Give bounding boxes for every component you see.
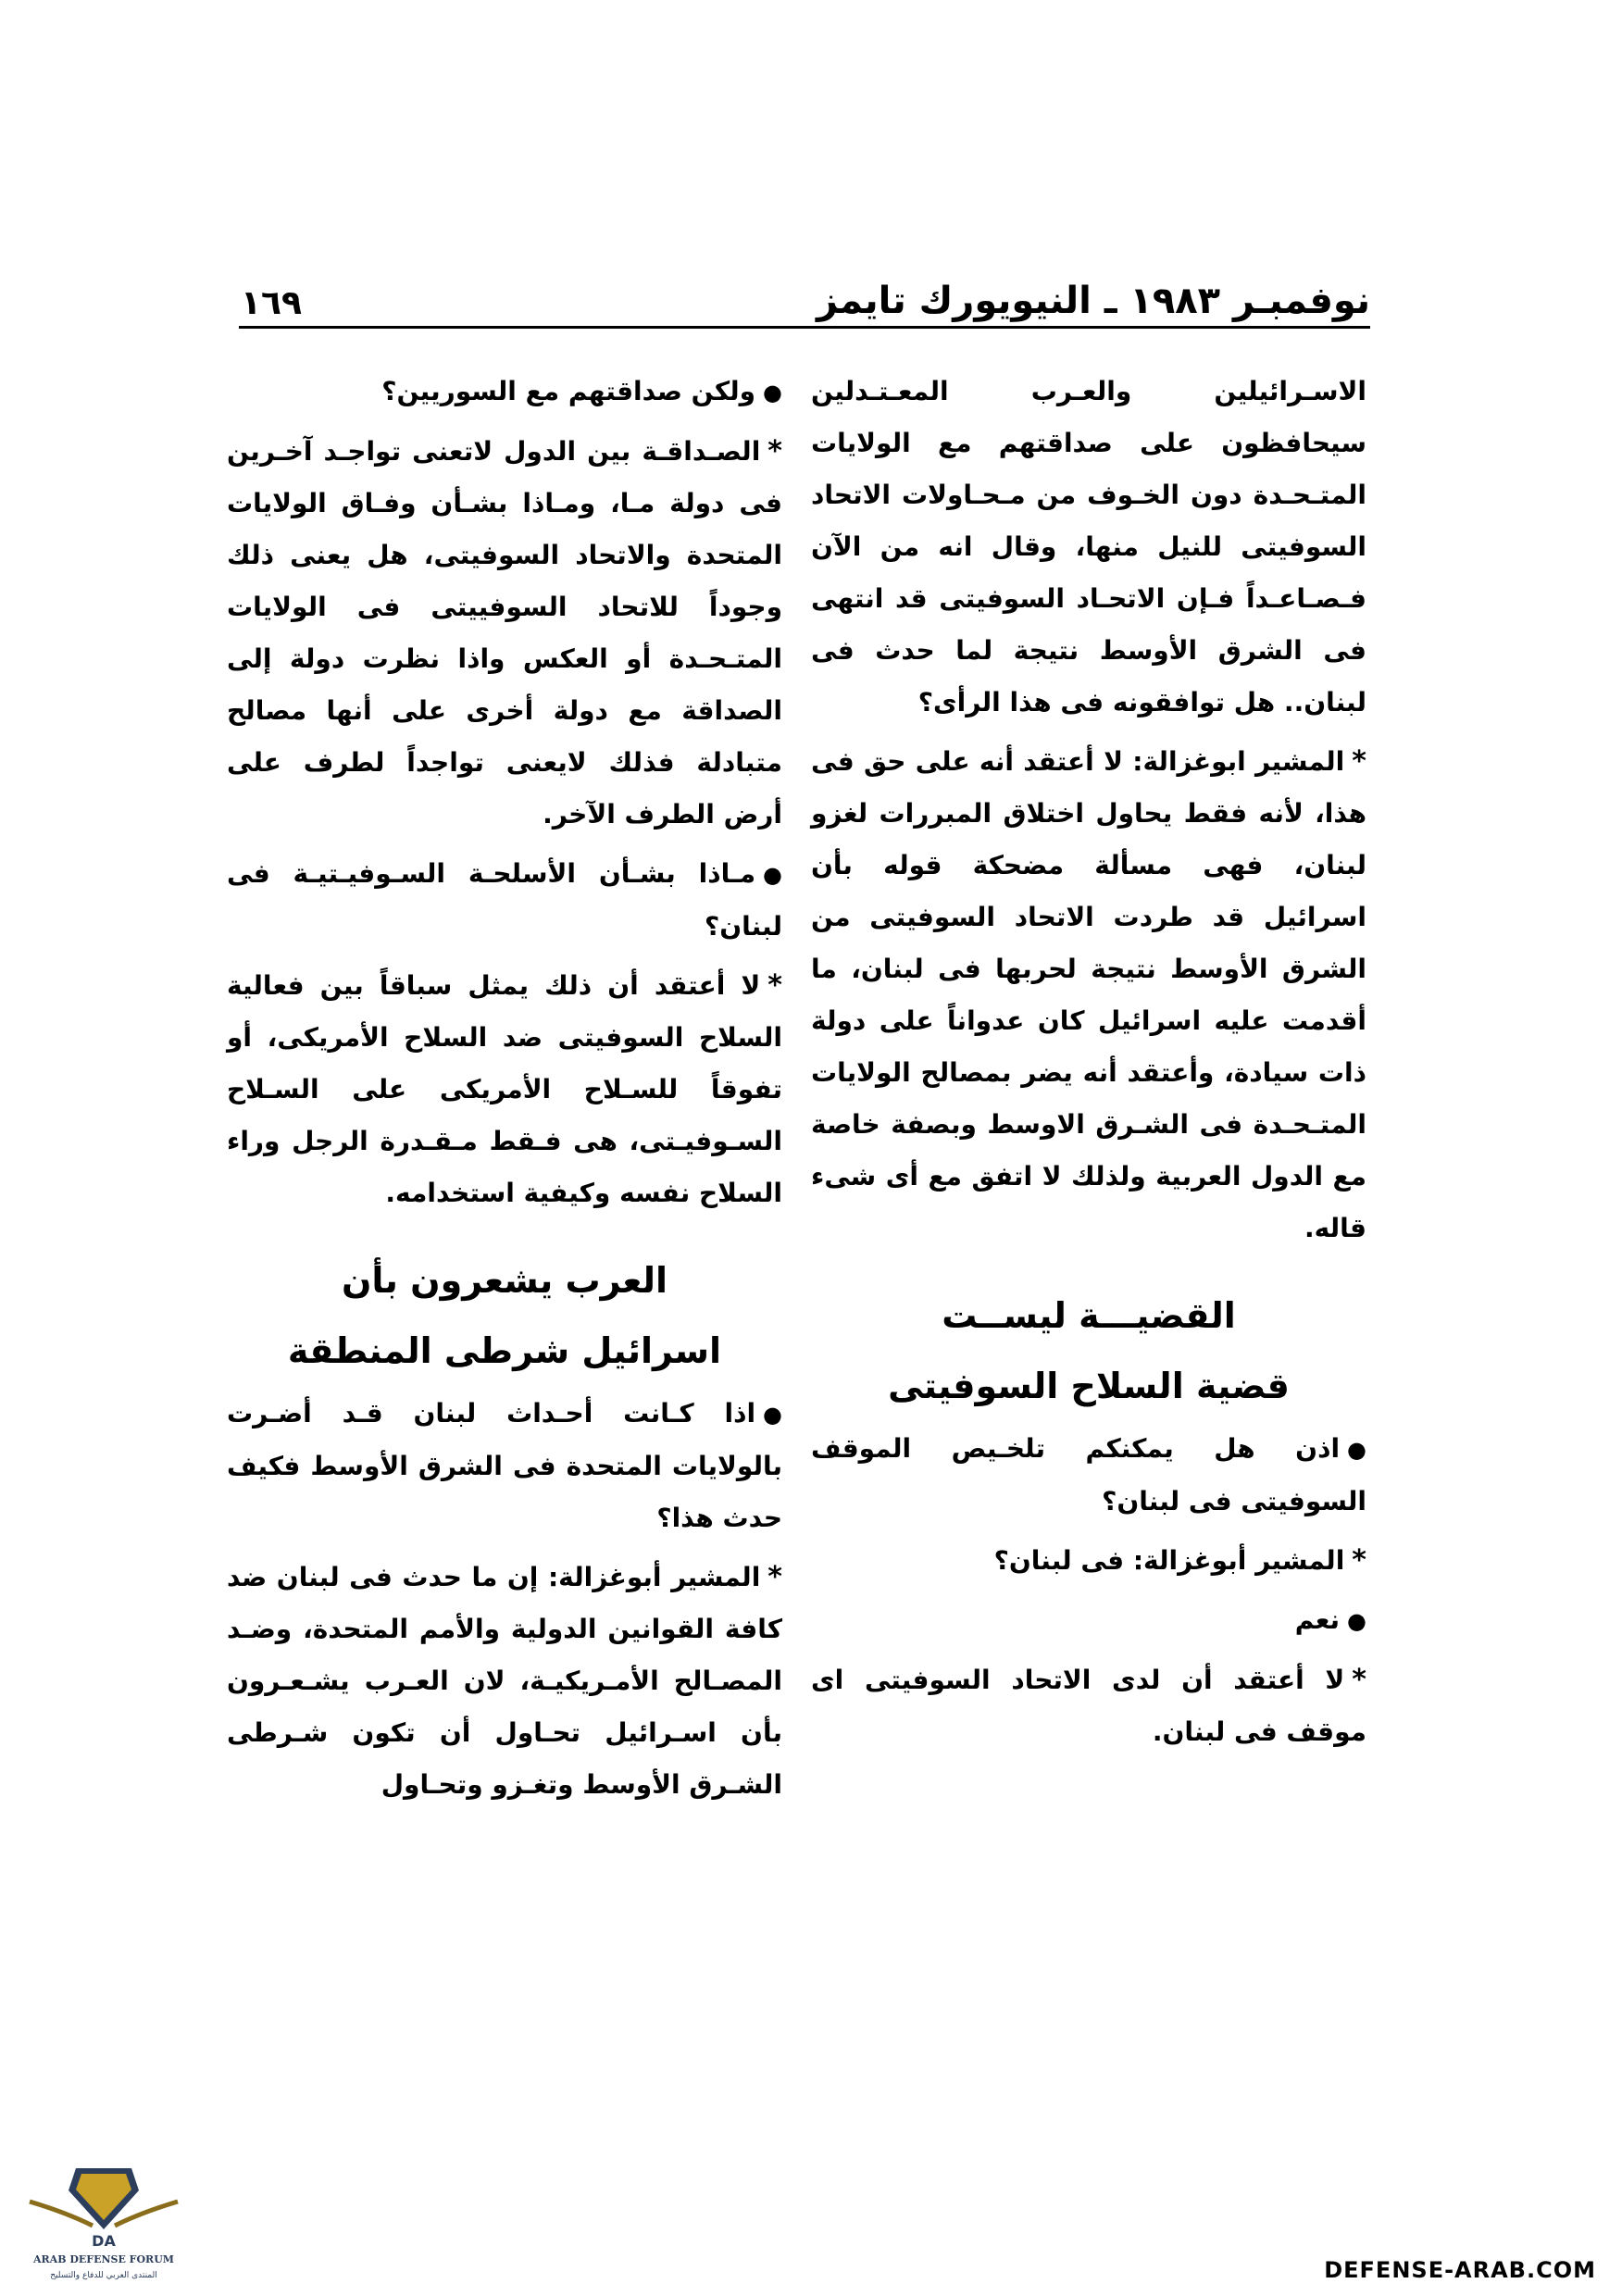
paragraph-text: الاسـرائيلين والعـرب المعـتـدلين سيحافظون على صداقتهم مع الولايات المتـحـدة دون الخـوف من مـحـاولات الاتحاد السوفيتى للنيل منها، وقال انه من الآن فـصـاعـداً فـإن الاتحـاد السوفيتى قد انتهى فى الشرق الأوسط نتيجة لما حدث فى لبنان.. هل توافقونه فى هذا الرأى؟ — [811, 376, 1366, 718]
running-title: نوفمبـر ١٩٨٣ ـ النيويورك تايمز — [816, 280, 1370, 322]
answer-paragraph — [227, 960, 782, 1219]
paragraph-text: اذا كـانت أحـداث لبنان قـد أضـرت بالولايات المتحدة فى الشرق الأوسط فكيف حدث هذا؟ — [227, 1398, 782, 1533]
site-watermark: DEFENSE-ARAB.COM — [1324, 2257, 1596, 2283]
bullet-icon: ● — [763, 380, 782, 406]
paragraph-text: مـاذا بشـأن الأسلحـة السـوفيـتيـة فى لبنان؟ — [227, 858, 782, 942]
paragraph-text: نعم — [1294, 1604, 1341, 1635]
paragraph-text: المشير أبوغزالة: إن ما حدث فى لبنان ضد كافة القوانين الدولية والأمم المتحدة، وضـد المصـالح الأمـريكيـة، لان العـرب يشـعـرون بأن اسـرائيل تحـاول أن تكون شـرطى الشـرق الأوسط وتغـزو وتحـاول — [227, 1562, 782, 1800]
star-icon: * — [767, 435, 782, 468]
forum-logo — [20, 2165, 187, 2285]
paragraph-text: المشير أبوغزالة: فى لبنان؟ — [993, 1545, 1345, 1576]
left-column — [227, 366, 782, 1818]
section-heading: القضيـــة ليســت — [942, 1295, 1236, 1336]
page-number: ١٦٩ — [241, 284, 302, 322]
header-divider — [239, 326, 1370, 329]
bullet-icon: ● — [763, 1402, 782, 1428]
paragraph-text: المشير ابوغزالة: لا أعتقد أنه على حق فى هذا، لأنه فقط يحاول اختلاق المبررات لغزو لبنان، فهى مسألة مضحكة قوله بأن اسرائيل قد طردت الاتحاد السوفيتى من الشرق الأوسط نتيجة لحربها فى لبنان، ما أقدمت عليه اسرائيل كان عدواناً على دولة ذات سيادة، وأعتقد أنه يضر بمصالح الولايات المتـحـدة فى الشـرق الاوسط وبصفة خاصة مع الدول العربية ولذلك لا اتفق مع أى شىء قاله. — [811, 746, 1366, 1243]
bullet-icon: ● — [1347, 1437, 1366, 1463]
logo-monogram: DA — [92, 2232, 116, 2250]
star-icon: * — [767, 1561, 782, 1593]
question-paragraph — [227, 366, 782, 418]
answer-paragraph — [811, 736, 1366, 1254]
star-icon: * — [767, 969, 782, 1002]
answer-paragraph — [811, 1654, 1366, 1758]
star-icon: * — [1352, 1664, 1366, 1696]
right-column — [811, 366, 1366, 1766]
section-heading: اسرائيل شرطى المنطقة — [287, 1330, 722, 1371]
body-paragraph — [811, 366, 1366, 729]
paragraph-text: لا أعتقد أن ذلك يمثل سباقاً بين فعالية السلاح السوفيتى ضد السلاح الأمريكى، أو تفوقاً للسـلاح الأمريكى على السـلاح السـوفيـتى، هى فـقط مـقـدرة الرجل وراء السلاح نفسه وكيفية استخدامه. — [227, 970, 782, 1208]
question-paragraph — [227, 848, 782, 953]
question-paragraph — [811, 1594, 1366, 1647]
bullet-icon: ● — [1347, 1608, 1366, 1634]
paragraph-text: الصـداقـة بين الدول لاتعنى تواجـد آخـرين فى دولة مـا، ومـاذا بشـأن وفـاق الولايات المتحدة والاتحاد السوفيتى، هل يعنى ذلك وجوداً للاتحاد السوفييتى فى الولايات المتـحـدة أو العكس واذا نظرت دولة إلى الصداقة مع دولة أخرى على أنها مصالح متبادلة فذلك لايعنى تواجداً لطرف على أرض الطرف الآخر. — [227, 436, 782, 830]
paragraph-text: ولكن صداقتهم مع السوريين؟ — [381, 376, 756, 406]
question-paragraph — [811, 1423, 1366, 1528]
logo-arabic: المنتدى العربي للدفاع والتسليح — [50, 2271, 157, 2280]
star-icon: * — [1352, 1544, 1366, 1577]
page-header — [241, 257, 1370, 322]
paragraph-text: اذن هل يمكنكم تلخـيص الموقف السوفيتى فى لبنان؟ — [811, 1433, 1366, 1516]
paragraph-text: لا أعتقد أن لدى الاتحاد السوفيتى اى موقف فى لبنان. — [811, 1665, 1366, 1747]
logo-english: ARAB DEFENSE FORUM — [33, 2253, 174, 2265]
section-heading: العرب يشعرون بأن — [341, 1260, 668, 1301]
question-paragraph — [227, 1388, 782, 1544]
answer-paragraph — [811, 1535, 1366, 1587]
answer-paragraph — [227, 426, 782, 841]
star-icon: * — [1352, 745, 1366, 778]
answer-paragraph — [227, 1552, 782, 1811]
section-heading: قضية السلاح السوفيتى — [888, 1366, 1290, 1406]
bullet-icon: ● — [763, 862, 782, 888]
